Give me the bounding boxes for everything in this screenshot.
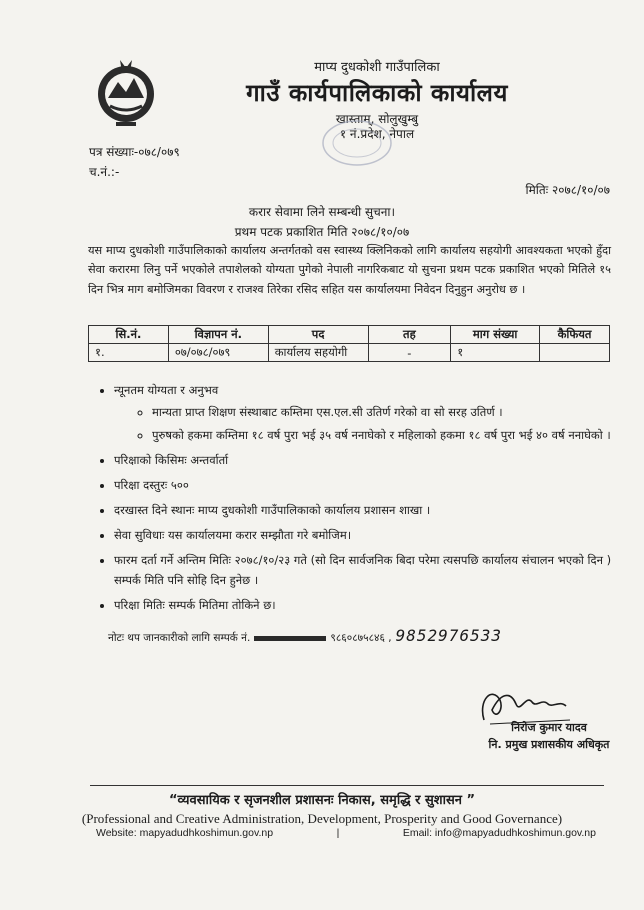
footer-contact: [96, 827, 596, 839]
dispatch-number: च.नं.:-: [89, 165, 120, 179]
table-cell: १.: [89, 344, 169, 362]
municipality-name: माप्य दुधकोशी गाउँपालिका: [314, 60, 440, 75]
footer-separator: |: [336, 827, 340, 839]
letter-date: मितिः २०७८/१०/०७: [525, 183, 610, 197]
office-stamp-icon: [318, 118, 396, 168]
notice-subtitle: प्रथम पटक प्रकाशित मिति २०७८/१०/०७: [234, 225, 410, 239]
footer-website: Website: mapyadudhkoshimun.gov.np: [96, 827, 274, 839]
table-cell: कार्यालय सहयोगी: [268, 344, 368, 362]
table-cell: [540, 344, 610, 362]
list-item: • परिक्षा मितिः सम्पर्क मितिमा तोकिने छ।: [114, 595, 640, 615]
table-header: पद: [268, 326, 368, 344]
footer-divider: [90, 785, 604, 786]
list-item: • परिक्षाको किसिमः अन्तर्वार्ता: [114, 450, 640, 470]
reference-number: पत्र संख्याः-०७८/०७९: [89, 145, 180, 159]
requirements-list: [88, 380, 640, 620]
note-prefix: नोटः थप जानकारीको लागि सम्पर्क नं.: [108, 632, 251, 644]
signatory-name: निरोज कुमार यादव: [511, 721, 587, 734]
table-header-row: [89, 326, 610, 344]
table-cell: १: [451, 344, 540, 362]
table-cell: -: [368, 344, 451, 362]
note-phone-handwritten: 9852976533: [395, 626, 502, 645]
notice-body: यस माप्य दुधकोशी गाउँपालिकाको कार्यालय अन्तर्गतको वस स्वास्थ्य क्लिनिकको लागि कार्यालय सहयोगी आवश्यकता भएको हुँदा सेवा करारमा लिनु पर्ने भएकोले तपाशेलको योग्यता पुगेको नेपाली नागरिकबाट यो सुचना प्रथम पटक प्रकाशित भएको मितिले १५ दिन भित्र माग बमोजिमका विवरण र राजश्व तिरेका रसिद सहित यस कार्यालयमा निवेदन दिनुहुन अनुरोध छ ।: [88, 244, 611, 296]
address-line-1: खास्ताम्, सोलुखुम्बु: [335, 112, 419, 126]
note-phone: ९८६०८७५८४६ ,: [330, 632, 392, 644]
slogan: “व्यवसायिक र सृजनशील प्रशासनः निकास, समृद्धि र सुशासन ”: [168, 793, 476, 808]
table-header: विज्ञापन नं.: [168, 326, 268, 344]
table-header: सि.नं.: [89, 326, 169, 344]
table-header: तह: [368, 326, 451, 344]
list-item: [114, 380, 640, 445]
office-title: गाउँ कार्यपालिकाको कार्यालय: [246, 79, 508, 107]
list-item: ◦ पुरुषको हकमा कम्तिमा १८ वर्ष पुरा भई ३५ वर्ष ननाघेको र महिलाको हकमा १८ वर्ष पुरा भई ४० वर्ष ननाघेको ।: [152, 425, 640, 445]
table-header: माग संख्या: [451, 326, 540, 344]
footer-email: Email: info@mapyadudhkoshimun.gov.np: [402, 827, 596, 839]
vacancy-table: [88, 325, 610, 362]
signatory-title: नि. प्रमुख प्रशासकीय अधिकृत: [488, 738, 610, 751]
list-item: • दरखास्त दिने स्थानः माप्य दुधकोशी गाउँपालिकाको कार्यालय प्रशासन शाखा ।: [114, 500, 640, 520]
list-item: • सेवा सुविधाः यस कार्यालयमा करार सम्झौता गरे बमोजिम।: [114, 525, 640, 545]
table-header: कैफियत: [540, 326, 610, 344]
address-line-2: १ नं.प्रदेश, नेपाल: [339, 127, 415, 141]
list-item: • फारम दर्ता गर्ने अन्तिम मितिः २०७८/१०/२३ गते (सो दिन सार्वजनिक बिदा परेमा त्यसपछि कार्यालय संचालन भएको दिन ) सम्पर्क मिति पनि सोहि दिन हुनेछ ।: [114, 550, 640, 590]
contact-note: [108, 626, 502, 645]
notice-title: करार सेवामा लिने सम्बन्धी सुचना।: [248, 205, 396, 219]
list-item: • परिक्षा दस्तुरः ५००: [114, 475, 640, 495]
slogan-english: (Professional and Creative Administration, Development, Prosperity and Good Governance): [81, 811, 563, 826]
table-row: [89, 344, 610, 362]
qualification-list: [114, 402, 640, 445]
table-cell: ०७/०७८/०७९: [168, 344, 268, 362]
list-item: ◦ मान्यता प्राप्त शिक्षण संस्थाबाट कम्तिमा एस.एल.सी उतिर्ण गरेको वा सो सरह उतिर्ण ।: [152, 402, 640, 422]
redaction-bar: [254, 636, 326, 641]
qualification-title: न्यूनतम योग्यता र अनुभव: [114, 383, 219, 397]
